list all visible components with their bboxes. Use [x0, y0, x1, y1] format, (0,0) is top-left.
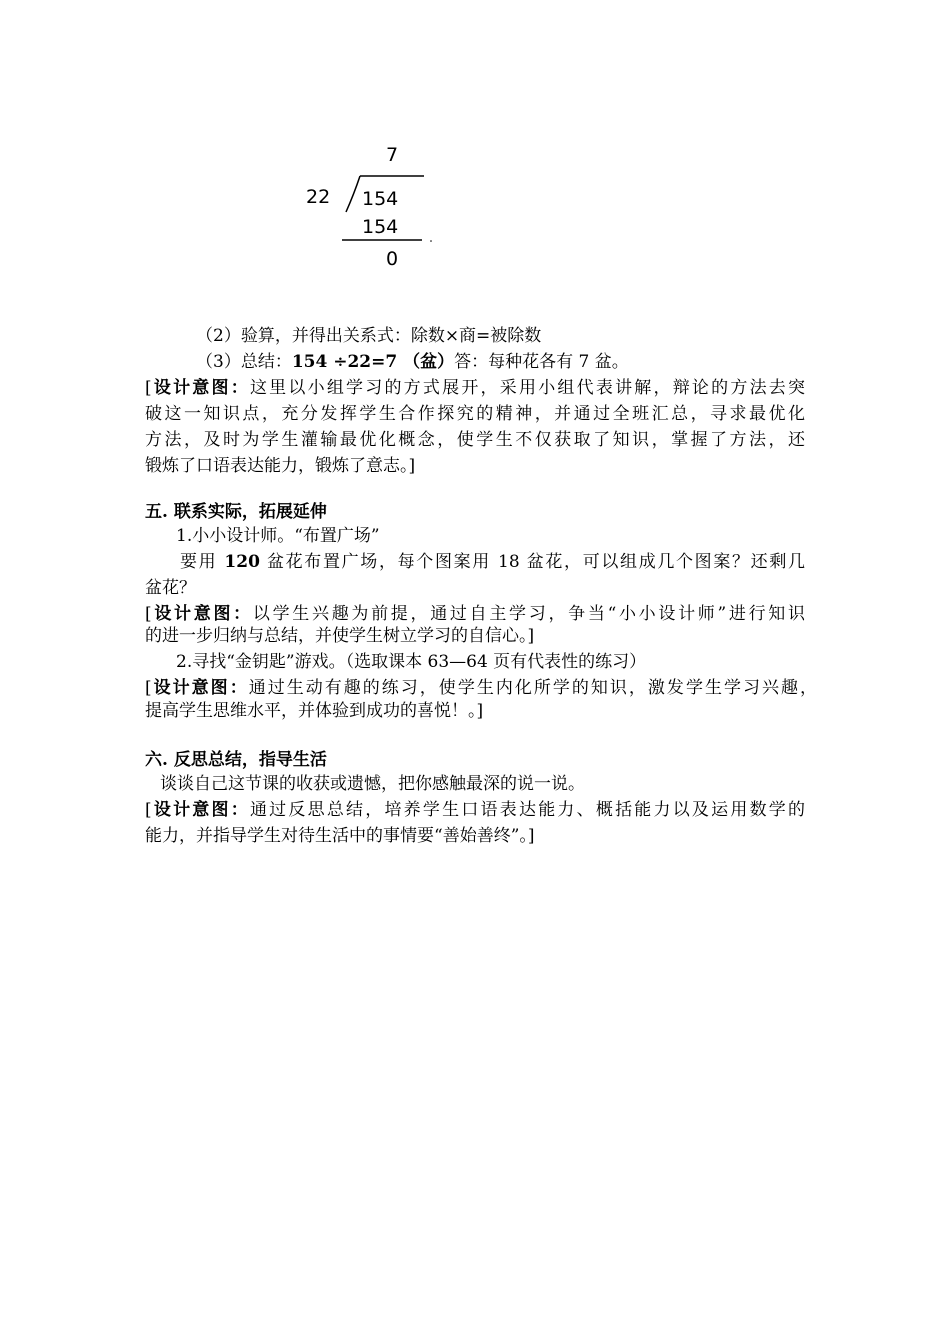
design-intent-3-line-1: [设计意图：通过生动有趣的练习，使学生内化所学的知识，激发学生学习兴趣，	[145, 678, 817, 698]
design-intent-1-line-1: [设计意图：这里以小组学习的方式展开，采用小组代表讲解，辩论的方法去突	[145, 378, 806, 398]
divisor: 22	[306, 186, 331, 208]
section-5-item-2: 2.寻找“金钥匙”游戏。（选取课本 63—64 页有代表性的练习）	[176, 652, 647, 672]
design-intent-3-line-2: 提高学生思维水平，并体验到成功的喜悦！。]	[145, 701, 484, 721]
section-5-problem-line-1: 要用 120 盆花布置广场，每个图案用 18 盆花，可以组成几个图案？还剩几	[180, 552, 806, 572]
section-5-item-1: 1.小小设计师。“布置广场”	[176, 526, 380, 546]
division-bracket-lines	[300, 140, 460, 280]
section-6-body: 谈谈自己这节课的收获或遗憾，把你感触最深的说一说。	[160, 774, 585, 794]
quotient: 7	[386, 144, 399, 166]
design-intent-2-line-1: [设计意图：以学生兴趣为前提，通过自主学习，争当“小小设计师”进行知识	[145, 604, 805, 624]
remainder: 0	[386, 248, 399, 270]
section-6-title: 六. 反思总结，指导生活	[145, 750, 327, 770]
section-5-title: 五. 联系实际，拓展延伸	[145, 502, 327, 522]
step-2: （2）验算，并得出关系式：除数×商=被除数	[196, 326, 542, 346]
section-5-problem-line-2: 盆花？	[145, 578, 196, 598]
design-intent-1-line-4: 锻炼了口语表达能力，锻炼了意志。]	[145, 456, 416, 476]
step-3: （3）总结：154 ÷22=7 （盆）答：每种花各有 7 盆。	[196, 352, 629, 372]
design-intent-1-line-3: 方法，及时为学生灌输最优化概念，使学生不仅获取了知识，掌握了方法，还	[145, 430, 805, 450]
long-division-figure	[300, 140, 460, 280]
design-intent-1-line-2: 破这一知识点，充分发挥学生合作探究的精神，并通过全班汇总，寻求最优化	[145, 404, 805, 424]
product: 154	[362, 216, 399, 238]
design-intent-2-line-2: 的进一步归纳与总结，并使学生树立学习的自信心。]	[145, 626, 535, 646]
design-intent-4-line-2: 能力，并指导学生对待生活中的事情要“善始善终”。]	[145, 826, 535, 846]
design-intent-4-line-1: [设计意图：通过反思总结，培养学生口语表达能力、概括能力以及运用数学的	[145, 800, 806, 820]
dividend: 154	[362, 188, 399, 210]
